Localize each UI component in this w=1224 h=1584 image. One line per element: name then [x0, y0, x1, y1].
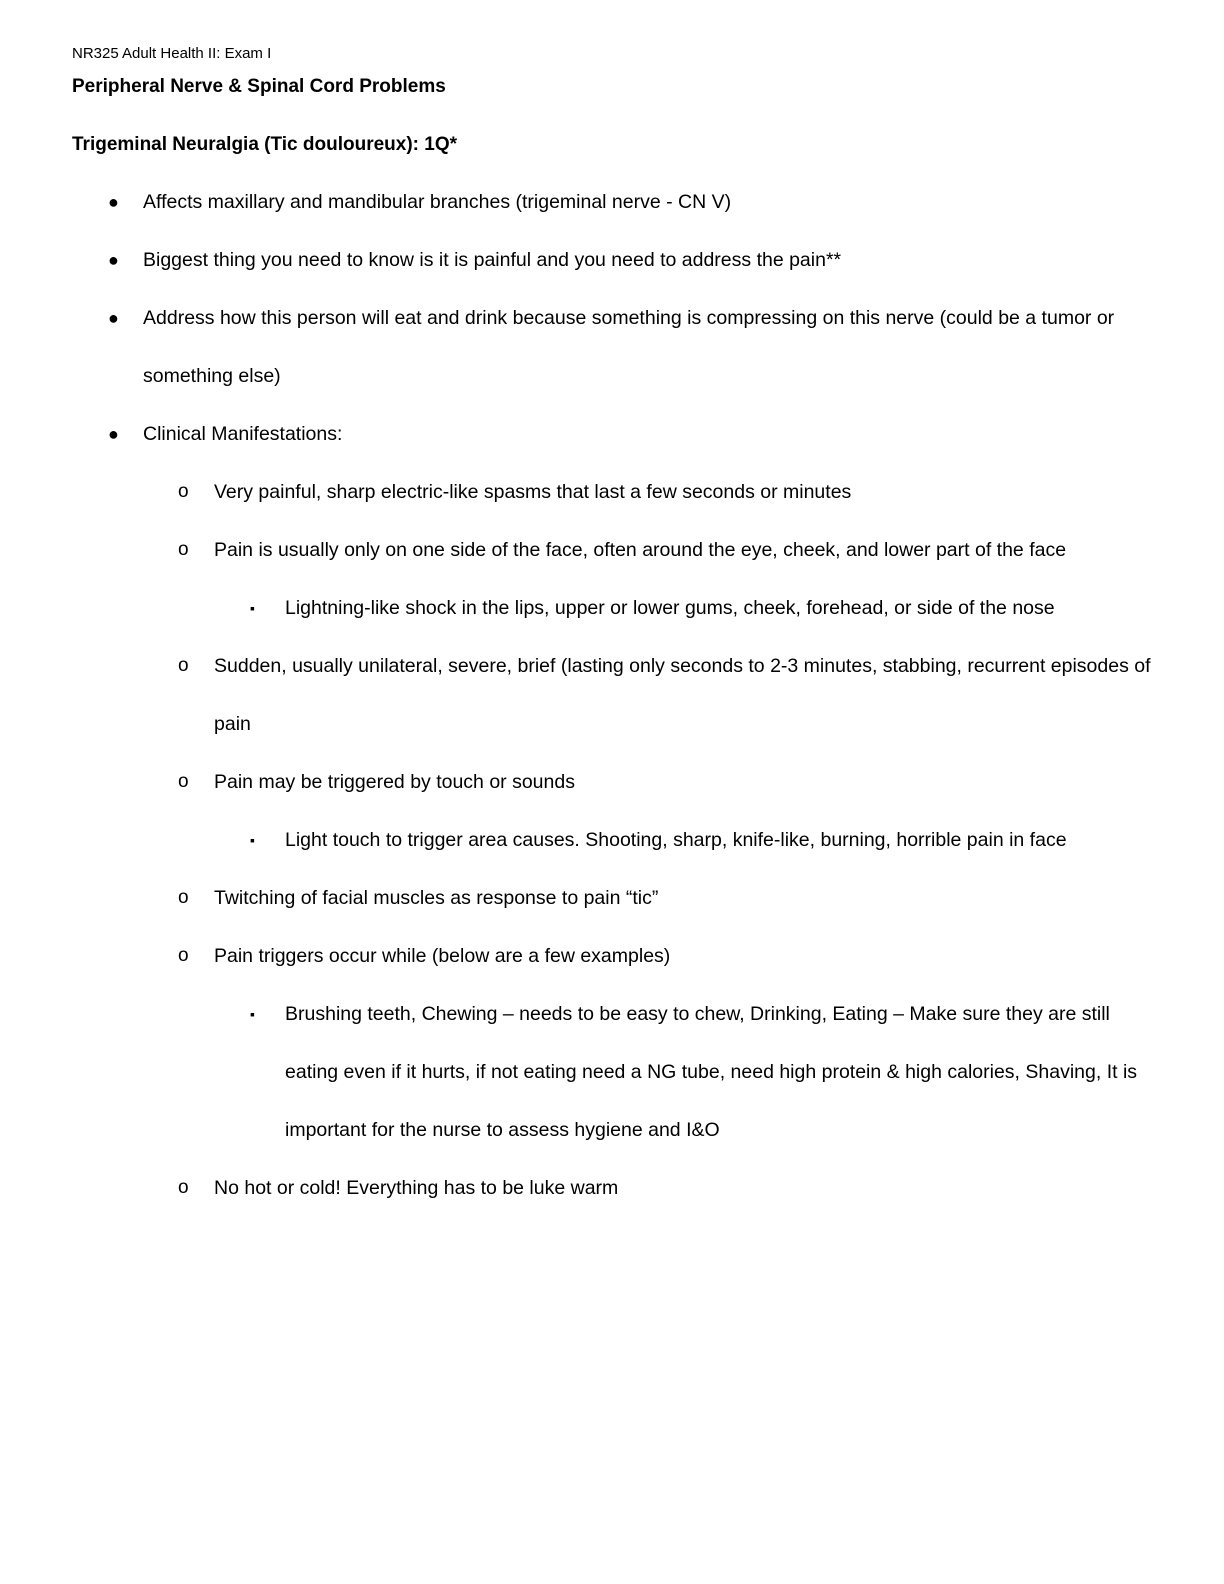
sub-list-item: [0, 753, 1224, 811]
list-item-text: Pain may be triggered by touch or sounds: [214, 771, 575, 793]
list-item: [0, 231, 1224, 289]
circle-marker: o: [178, 539, 189, 560]
list-item-text: No hot or cold! Everything has to be luke warm: [214, 1177, 619, 1199]
circle-marker: o: [178, 945, 189, 966]
list-item-text: Brushing teeth, Chewing – needs to be easy to chew, Drinking, Eating – Make sure they are still eating even if it hurts, if not eating need a NG tube, need high protein & high calories, Shaving, It is important for the nurse to assess hygiene and I&O: [285, 1003, 1138, 1141]
bullet-marker: ●: [108, 192, 119, 212]
section-heading: Trigeminal Neuralgia (Tic douloureux): 1Q*: [72, 134, 458, 155]
circle-marker: o: [178, 481, 189, 502]
sub-sub-list-item: [0, 579, 1224, 637]
list-item-text: Biggest thing you need to know is it is painful and you need to address the pain**: [143, 249, 842, 271]
document-title: Peripheral Nerve & Spinal Cord Problems: [72, 76, 446, 97]
square-marker: ▪: [250, 600, 255, 616]
list-item: [0, 405, 1224, 463]
course-header: NR325 Adult Health II: Exam I: [72, 45, 272, 62]
sub-list-item: [0, 869, 1224, 927]
list-item-text: Affects maxillary and mandibular branches (trigeminal nerve - CN V): [143, 191, 732, 213]
circle-marker: o: [178, 655, 189, 676]
list-item-text: Pain triggers occur while (below are a few examples): [214, 945, 671, 967]
list-item: [0, 173, 1224, 231]
square-marker: ▪: [250, 1006, 255, 1022]
sub-list-item: [0, 927, 1224, 985]
list-item-text: Lightning-like shock in the lips, upper or lower gums, cheek, forehead, or side of the nose: [285, 597, 1055, 619]
list-item-text: Light touch to trigger area causes. Shooting, sharp, knife-like, burning, horrible pain in face: [285, 829, 1067, 851]
notes-list: [0, 173, 1224, 1217]
bullet-marker: ●: [108, 308, 119, 328]
sub-sub-list-item: [0, 985, 1224, 1159]
sub-list-item: [0, 1159, 1224, 1217]
circle-marker: o: [178, 1177, 189, 1198]
list-item: [0, 289, 1224, 405]
bullet-marker: ●: [108, 424, 119, 444]
list-item-text: Pain is usually only on one side of the face, often around the eye, cheek, and lower part of the face: [214, 539, 1067, 561]
list-item-text: Address how this person will eat and drink because something is compressing on this nerve (could be a tumor or something else): [143, 307, 1115, 387]
sub-list-item: [0, 463, 1224, 521]
bullet-marker: ●: [108, 250, 119, 270]
sub-list-item: [0, 637, 1224, 753]
list-item-text: Sudden, usually unilateral, severe, brief (lasting only seconds to 2-3 minutes, stabbing, recurrent episodes of pain: [214, 655, 1151, 735]
list-item-text: Very painful, sharp electric-like spasms that last a few seconds or minutes: [214, 481, 852, 503]
circle-marker: o: [178, 887, 189, 908]
list-item-text: Twitching of facial muscles as response to pain “tic”: [214, 887, 659, 909]
circle-marker: o: [178, 771, 189, 792]
square-marker: ▪: [250, 832, 255, 848]
sub-list-item: [0, 521, 1224, 579]
sub-sub-list-item: [0, 811, 1224, 869]
list-item-text: Clinical Manifestations:: [143, 423, 343, 445]
